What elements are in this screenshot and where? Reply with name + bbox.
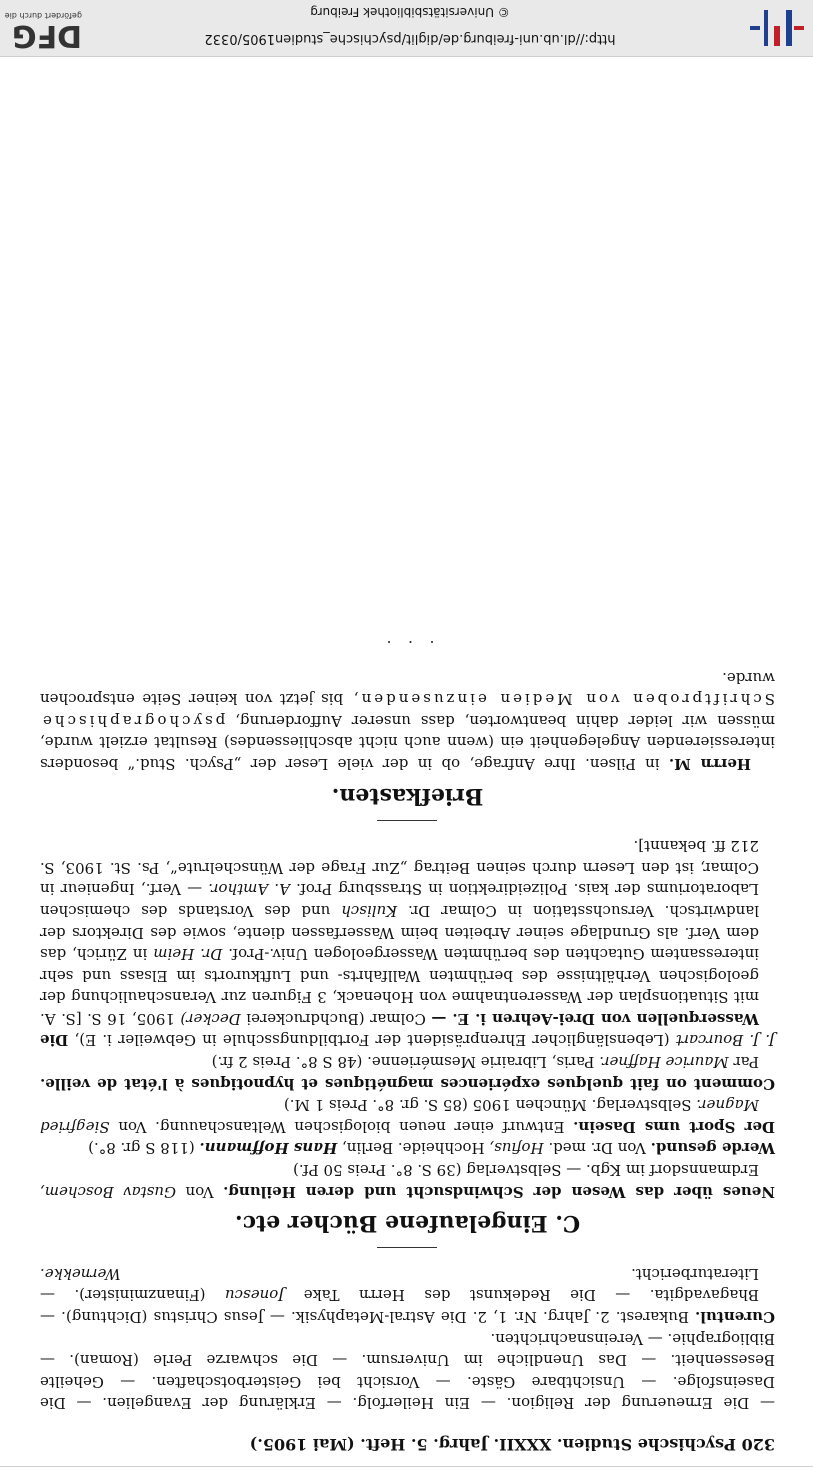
page-bottom-border bbox=[0, 1466, 813, 1467]
university-library-logo bbox=[748, 6, 806, 50]
continued-paragraph: — Die Erneuerung der Religion. — Ein Heilerfolg. — Erklärung der Evangelien. — Die Daseinsfolge. — Unsichtbare Gäste. — Vorsicht bei Geisterbotschaften. — Geheilte Besessenheit. — Das Unendliche im Universum. — Die schwarze Perle (Roman). — Bibliographie. — Vereinsnachrichten. bbox=[40, 1329, 775, 1413]
book-details: Erdmannsdorf im Kgb. — Selbstverlag (39 S. 8°. Preis 50 Pf.) bbox=[293, 1161, 759, 1180]
section-divider bbox=[378, 1247, 438, 1248]
book-details: Colmar (Buchdruckerei bbox=[246, 1009, 426, 1028]
copyright-notice: © Universitätsbibliothek Freiburg bbox=[310, 5, 510, 19]
briefkasten-heading: Briefkasten. bbox=[331, 782, 484, 809]
dfg-logo bbox=[0, 6, 82, 53]
book-title: Der Sport ums Dasein. bbox=[573, 1117, 775, 1136]
book-details: Paris, Librairie Mesmérienne. (48 S 8°. Preis 2 fr.) bbox=[211, 1053, 595, 1072]
book-title: Die Wasserquellen von Drei-Aehren i. E. — bbox=[40, 1009, 759, 1050]
book-details: in Zürich, das dem Verf. als Grundlage seiner Arbeiten beim Wasserfassen diente, sowie des Direktors der landwirtsch. Versuchsstation in Colmar Dr. bbox=[40, 901, 759, 964]
book-author: Siegfried Magner. bbox=[40, 1096, 759, 1136]
reply-spaced-text: psychographische Schriftproben von Medien einzusenden, bbox=[40, 690, 775, 730]
journal-author: Jonescu bbox=[224, 1286, 285, 1305]
book-author: Maurice Haffner. bbox=[599, 1053, 729, 1072]
book-author: Hofius, bbox=[489, 1139, 544, 1158]
book-details: Selbstverlag. München 1905 (85 S. gr. 8°. Preis 1 M.) bbox=[283, 1096, 692, 1115]
page-url[interactable]: http://dl.ub.uni-freiburg.de/diglit/psychische_studien1905/0332 bbox=[204, 31, 616, 46]
book-title: Werde gesund. bbox=[650, 1139, 775, 1158]
book-title: Neues über das Wesen der Schwindsucht und deren Heilung. bbox=[223, 1182, 775, 1201]
section-divider bbox=[378, 820, 438, 821]
book-place: Hochheide. Berlin, bbox=[341, 1139, 485, 1158]
book-publisher: Hans Hoffmann. bbox=[199, 1139, 338, 1158]
book-lead: (Lebenslänglicher Ehrenpräsident der Fortbildungsschule in Gebweiler i. E), bbox=[74, 1031, 670, 1050]
journal-text: Bukarest. 2. Jahrg. Nr. 1, 2. Die Astral-Metaphysik. — Jesus Christus (Dichtung). — Bhagavadgita. — Die Redekunst des Herrn Take bbox=[40, 1286, 759, 1327]
running-head: 320 Psychische Studien. XXXII. Jahrg. 5. Heft. (Mai 1905.) bbox=[249, 1435, 775, 1454]
end-mark: · · · bbox=[380, 633, 435, 651]
book-lead: Von Dr. med. bbox=[548, 1139, 646, 1158]
section-heading: C. Eingelaufene Bücher etc. bbox=[234, 1210, 581, 1237]
book-author: Gustav Boschem, bbox=[40, 1182, 176, 1201]
book-entry bbox=[40, 1158, 775, 1201]
cited-person: A. Amthor. bbox=[208, 880, 290, 899]
book-lead: Par bbox=[733, 1053, 759, 1072]
dfg-logo-text: DFG bbox=[11, 18, 82, 53]
viewer-footer-bar bbox=[0, 0, 813, 57]
briefkasten-reply bbox=[40, 666, 775, 774]
scanned-page bbox=[40, 60, 775, 1455]
book-entry bbox=[40, 835, 775, 1051]
reviewer-signature: Wernekke. bbox=[40, 1264, 121, 1283]
book-author: J. J. Bourcart bbox=[675, 1031, 775, 1050]
reply-text: in Pilsen. Ihre Anfrage, ob in der viele Leser der „Psych. Stud.“ besonders interessierenden Angelegenheit ein (wenn auch nicht abschliessendes) Resultat erzielt wurde, müssen wir leider dahin beantworten, dass unserer Aufforderung, bbox=[40, 711, 775, 773]
book-details: — Verf., Ingenieur in Colmar, ist den Lesern durch seinen Beitrag „Zur Frage der Wünschelrute“, Ps. St. 1903, S. 212 ff. bekannt]. bbox=[40, 837, 759, 899]
book-details: 1905, 16 S. [S. A. mit Situationsplan der Wasserentnahme von Hohenack, 3 Figuren zur Veranschaulichung der geologischen Verhältnisse des berühmten Wallfahrts- und Luftkurorts im Elsass und sehr interessantem Gutachten des berühmten Wassergeologen Univ.-Prof. bbox=[40, 945, 759, 1028]
book-title: Comment on fait quelques expériences magnétiques et hypnotiques à l'état de veille. bbox=[40, 1074, 775, 1093]
book-details: und des Vorstands des chemischen Laboratoriums der kais. Polizeidirektion in Strassburg Prof. bbox=[40, 880, 759, 920]
book-lead: Entwurf einer neuen biologischen Weltanschauung. Von bbox=[118, 1117, 565, 1136]
book-printer: Decker) bbox=[180, 1009, 241, 1028]
journal-tail: (Finanzminister). — Literaturbericht. bbox=[40, 1264, 759, 1305]
cited-person: Dr. Heim bbox=[153, 945, 223, 964]
journal-name: Curentul. bbox=[695, 1308, 775, 1327]
book-entry bbox=[40, 1051, 775, 1094]
book-by: Von bbox=[185, 1182, 214, 1201]
book-details: (118 S gr. 8°.) bbox=[88, 1139, 195, 1158]
book-entry bbox=[40, 1094, 775, 1137]
book-entry bbox=[40, 1137, 775, 1159]
journal-entry-curentul bbox=[40, 1262, 775, 1327]
reply-text: bis jetzt von keiner Seite entsprochen wurde. bbox=[40, 668, 775, 709]
ub-freiburg-logo-icon bbox=[748, 6, 806, 50]
addressee: Herrn M. bbox=[668, 754, 751, 773]
dfg-logo-caption: gefördert durch die bbox=[4, 11, 82, 20]
cited-person: Kulisch bbox=[341, 901, 398, 920]
